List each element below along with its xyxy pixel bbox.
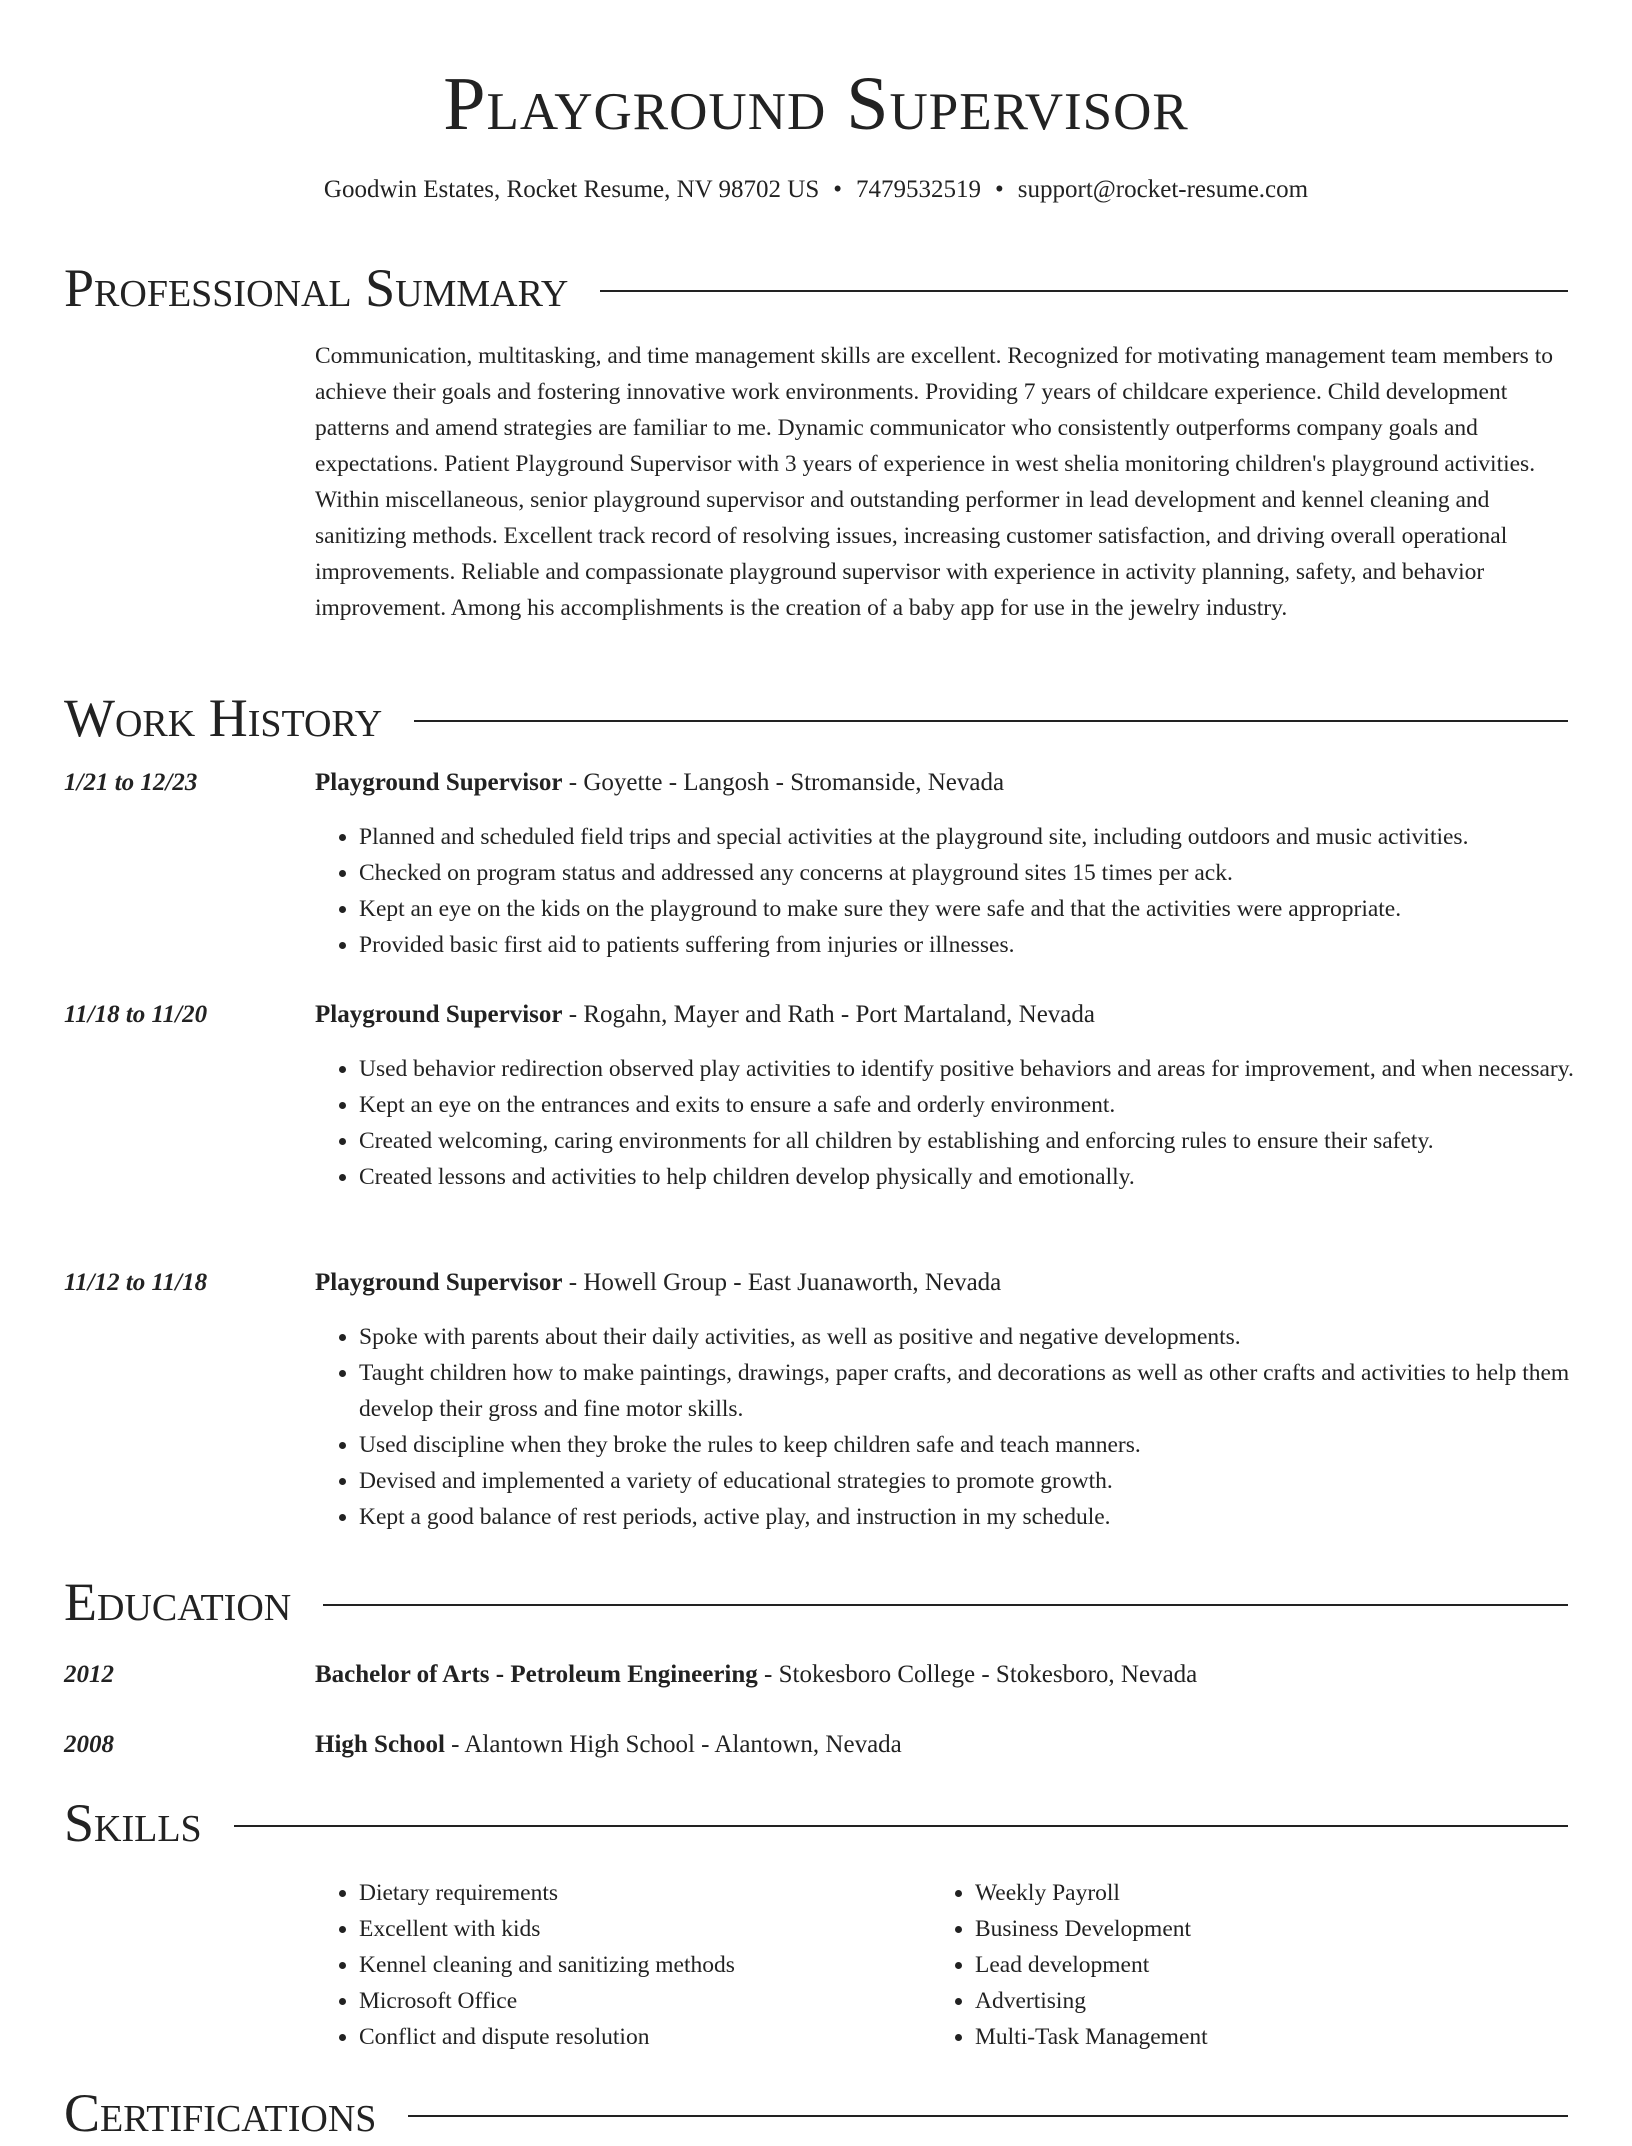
job-bullet: • Created lessons and activities to help children develop physically and emotionally. bbox=[359, 1159, 1612, 1195]
section-title: Professional Summary bbox=[64, 258, 569, 318]
job-bullet: • Devised and implemented a variety of educational strategies to promote growth. bbox=[359, 1463, 1612, 1499]
summary-text: Communication, multitasking, and time management skills are excellent. Recognized for motivating management team members to achieve their goals and fostering innovative work environments. Providing 7 years of childcare experience. Child development patterns and amend strategies are familiar to me. Dynamic communicator who consistently outperforms company goals and expectations. Patient Playground Supervisor with 3 years of experience in west shelia monitoring children's playground activities. Within miscellaneous, senior playground supervisor and outstanding performer in lead development and kennel cleaning and sanitizing methods. Excellent track record of resolving issues, increasing customer satisfaction, and driving overall operational improvements. Reliable and compassionate playground supervisor with experience in activity planning, safety, and behavior improvement. Among his accomplishments is the creation of a baby app for use in the jewelry industry. bbox=[315, 343, 1553, 621]
skills-list-right bbox=[931, 1875, 1575, 2055]
job-dates: 11/12 to 11/18 bbox=[64, 1269, 208, 1296]
skill-item: • Lead development bbox=[975, 1947, 1575, 1983]
job-employer: - Howell Group - East Juanaworth, Nevada bbox=[562, 1269, 1002, 1296]
education-heading bbox=[315, 1657, 1568, 1693]
work-section-header bbox=[64, 685, 1568, 751]
skill-item: • Weekly Payroll bbox=[975, 1875, 1575, 1911]
job-employer: - Goyette - Langosh - Stromanside, Nevada bbox=[562, 769, 1005, 796]
education-section-header bbox=[64, 1569, 1568, 1635]
skill-item: • Business Development bbox=[975, 1911, 1575, 1947]
skill-item: • Excellent with kids bbox=[359, 1911, 959, 1947]
job-title: Playground Supervisor bbox=[315, 1001, 563, 1028]
education-degree: High School bbox=[315, 1731, 445, 1758]
job-dates: 1/21 to 12/23 bbox=[64, 769, 198, 796]
skill-item: • Dietary requirements bbox=[359, 1875, 959, 1911]
section-title: Work History bbox=[64, 688, 383, 748]
section-title: Skills bbox=[64, 1793, 202, 1853]
job-heading bbox=[315, 1265, 1568, 1301]
education-school: - Stokesboro College - Stokesboro, Nevada bbox=[757, 1661, 1198, 1688]
job-dates: 11/18 to 11/20 bbox=[64, 1001, 208, 1028]
job-heading bbox=[315, 997, 1568, 1033]
job-bullet: • Kept an eye on the entrances and exits to ensure a safe and orderly environment. bbox=[359, 1087, 1612, 1123]
skills-section-header bbox=[64, 1790, 1568, 1856]
skill-item: • Advertising bbox=[975, 1983, 1575, 2019]
section-title: Certifications bbox=[64, 2083, 377, 2143]
job-bullet: • Provided basic first aid to patients suffering from injuries or illnesses. bbox=[359, 927, 1612, 963]
job-bullet: • Kept an eye on the kids on the playground to make sure they were safe and that the activities were appropriate. bbox=[359, 891, 1612, 927]
contact-address: Goodwin Estates, Rocket Resume, NV 98702 US bbox=[323, 176, 820, 203]
resume-name: Playground Supervisor bbox=[443, 62, 1189, 146]
skill-item: • Microsoft Office bbox=[359, 1983, 959, 2019]
job-bullet: • Used behavior redirection observed play activities to identify positive behaviors and areas for improvement, and when necessary. bbox=[359, 1051, 1612, 1087]
education-year: 2008 bbox=[64, 1731, 114, 1758]
summary-section-header bbox=[64, 255, 1568, 321]
job-title: Playground Supervisor bbox=[315, 769, 563, 796]
job-bullets bbox=[315, 819, 1612, 963]
job-bullet: • Taught children how to make paintings, drawings, paper crafts, and decorations as well as other crafts and activities to help them develop their gross and fine motor skills. bbox=[359, 1355, 1612, 1427]
job-title: Playground Supervisor bbox=[315, 1269, 563, 1296]
certifications-section-header bbox=[64, 2080, 1568, 2146]
skill-item: • Kennel cleaning and sanitizing methods bbox=[359, 1947, 959, 1983]
contact-separator: • bbox=[995, 176, 1004, 203]
education-heading bbox=[315, 1727, 1568, 1763]
contact-email: support@rocket-resume.com bbox=[1017, 176, 1309, 203]
job-bullet: • Spoke with parents about their daily activities, as well as positive and negative developments. bbox=[359, 1319, 1612, 1355]
education-school: - Alantown High School - Alantown, Nevada bbox=[444, 1731, 902, 1758]
section-divider bbox=[408, 2115, 1568, 2117]
section-title: Education bbox=[64, 1572, 292, 1632]
job-employer: - Rogahn, Mayer and Rath - Port Martaland, Nevada bbox=[562, 1001, 1095, 1028]
section-divider bbox=[323, 1604, 1568, 1606]
job-bullets bbox=[315, 1051, 1612, 1195]
job-bullet: • Planned and scheduled field trips and special activities at the playground site, including outdoors and music activities. bbox=[359, 819, 1612, 855]
education-degree: Bachelor of Arts - Petroleum Engineering bbox=[315, 1661, 758, 1688]
contact-line bbox=[0, 172, 1632, 208]
skills-list-left bbox=[315, 1875, 959, 2055]
education-year: 2012 bbox=[64, 1661, 114, 1688]
job-bullet: • Used discipline when they broke the rules to keep children safe and teach manners. bbox=[359, 1427, 1612, 1463]
job-bullet: • Kept a good balance of rest periods, active play, and instruction in my schedule. bbox=[359, 1499, 1612, 1535]
section-divider bbox=[414, 720, 1568, 722]
section-divider bbox=[600, 290, 1568, 292]
section-divider bbox=[234, 1825, 1568, 1827]
job-bullet: • Checked on program status and addressed any concerns at playground sites 15 times per ack. bbox=[359, 855, 1612, 891]
contact-phone: 7479532519 bbox=[856, 176, 982, 203]
job-bullets bbox=[315, 1319, 1612, 1535]
skill-item: • Conflict and dispute resolution bbox=[359, 2019, 959, 2055]
job-heading bbox=[315, 765, 1568, 801]
skill-item: • Multi-Task Management bbox=[975, 2019, 1575, 2055]
job-bullet: • Created welcoming, caring environments for all children by establishing and enforcing rules to ensure their safety. bbox=[359, 1123, 1612, 1159]
contact-separator: • bbox=[833, 176, 843, 203]
